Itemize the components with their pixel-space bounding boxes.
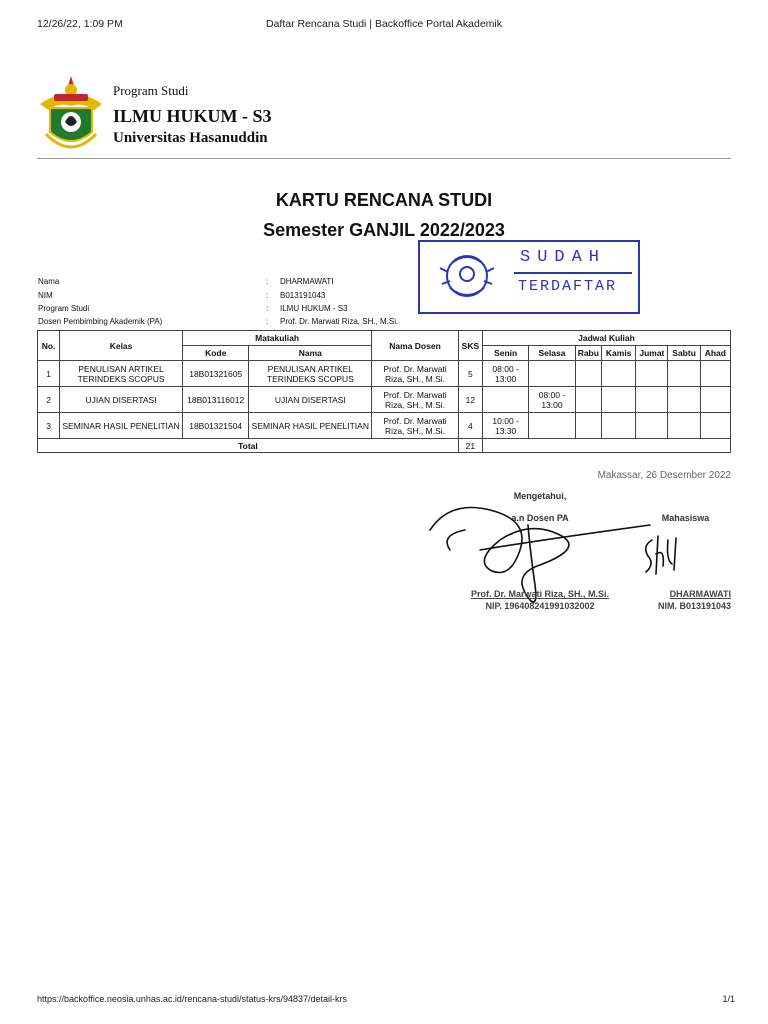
info-value-nim: B013191043 <box>280 291 326 300</box>
table-row <box>38 361 731 387</box>
info-sep: : <box>266 304 269 313</box>
cell-no: 1 <box>38 361 60 387</box>
cell-day: 08:00 - 13:00 <box>482 361 528 387</box>
total-sks: 21 <box>458 439 482 453</box>
total-label: Total <box>38 439 459 453</box>
print-page-title: Daftar Rencana Studi | Backoffice Portal Akademik <box>266 18 502 30</box>
info-label-nim: NIM <box>38 291 53 300</box>
semester-title: Semester GANJIL 2022/2023 <box>263 220 505 240</box>
cell-sks: 5 <box>458 361 482 387</box>
cell-kelas: UJIAN DISERTASI <box>60 387 183 413</box>
program-name: ILMU HUKUM - S3 <box>113 106 272 126</box>
cell-kode: 18B013116012 <box>182 387 248 413</box>
cell-day <box>636 413 668 439</box>
program-label: Program Studi <box>113 83 189 98</box>
student-nim: NIM. B013191043 <box>657 601 731 611</box>
cell-day <box>482 387 528 413</box>
dosen-nip: NIP. 196408241991032002 <box>485 601 595 611</box>
info-value-nama: DHARMAWATI <box>280 277 334 286</box>
cell-day <box>575 413 601 439</box>
dosen-name: Prof. Dr. Marwati Riza, SH., M.Si. <box>470 589 610 599</box>
header-nama: Nama <box>249 346 372 361</box>
header-dosen: Nama Dosen <box>372 331 459 361</box>
cell-kelas: PENULISAN ARTIKEL TERINDEKS SCOPUS <box>60 361 183 387</box>
total-empty <box>482 439 730 453</box>
student-name: DHARMAWATI <box>669 589 731 599</box>
header-day: Rabu <box>575 346 601 361</box>
cell-day <box>575 387 601 413</box>
table-row <box>38 387 731 413</box>
cell-day <box>602 387 636 413</box>
header-jadwal: Jadwal Kuliah <box>482 331 730 346</box>
cell-day <box>529 361 575 387</box>
an-dosen-label: a.n Dosen PA <box>511 513 569 523</box>
cell-day <box>636 361 668 387</box>
header-day: Kamis <box>602 346 636 361</box>
header-divider <box>37 158 731 159</box>
cell-day <box>575 361 601 387</box>
print-page-count: 1/1 <box>722 994 735 1004</box>
mahasiswa-label: Mahasiswa <box>661 513 710 523</box>
stamp-text-1: SUDAH <box>520 248 607 267</box>
cell-day <box>700 413 730 439</box>
header-day: Selasa <box>529 346 575 361</box>
header-day: Jumat <box>636 346 668 361</box>
header-day: Senin <box>482 346 528 361</box>
cell-kode: 18B01321504 <box>182 413 248 439</box>
header-matakuliah: Matakuliah <box>182 331 371 346</box>
info-label-prodi: Program Studi <box>38 304 90 313</box>
cell-kelas: SEMINAR HASIL PENELITIAN <box>60 413 183 439</box>
cell-day <box>668 361 700 387</box>
university-logo <box>36 70 106 156</box>
cell-nama: UJIAN DISERTASI <box>249 387 372 413</box>
header-kelas: Kelas <box>60 331 183 361</box>
header-day: Ahad <box>700 346 730 361</box>
info-label-nama: Nama <box>38 277 60 286</box>
header-sks: SKS <box>458 331 482 361</box>
krs-table <box>37 330 731 453</box>
print-datetime: 12/26/22, 1:09 PM <box>37 18 123 30</box>
registered-stamp <box>418 240 640 314</box>
cell-sks: 12 <box>458 387 482 413</box>
header-kode: Kode <box>182 346 248 361</box>
info-label-dosen-pa: Dosen Pembimbing Akademik (PA) <box>38 317 163 326</box>
info-sep: : <box>266 291 269 300</box>
cell-day: 08:00 - 13:00 <box>529 387 575 413</box>
table-row <box>38 413 731 439</box>
cell-no: 3 <box>38 413 60 439</box>
total-row <box>38 439 731 453</box>
place-date: Makassar, 26 Desember 2022 <box>597 470 731 481</box>
print-url: https://backoffice.neosia.unhas.ac.id/rencana-studi/status-krs/94837/detail-krs <box>37 994 348 1004</box>
cell-no: 2 <box>38 387 60 413</box>
info-value-prodi: ILMU HUKUM - S3 <box>280 304 348 313</box>
info-sep: : <box>266 277 269 286</box>
stamp-text-2: TERDAFTAR <box>518 278 618 295</box>
cell-day <box>700 361 730 387</box>
cell-dosen: Prof. Dr. Marwati Riza, SH., M.Si. <box>372 413 459 439</box>
cell-day <box>700 387 730 413</box>
header-day: Sabtu <box>668 346 700 361</box>
info-value-dosen-pa: Prof. Dr. Marwati Riza, SH., M.Si. <box>280 317 399 326</box>
mengetahui-label: Mengetahui, <box>513 491 567 501</box>
cell-kode: 18B01321605 <box>182 361 248 387</box>
cell-day <box>668 387 700 413</box>
cell-day <box>636 387 668 413</box>
cell-dosen: Prof. Dr. Marwati Riza, SH., M.Si. <box>372 387 459 413</box>
info-sep: : <box>266 317 269 326</box>
university-name: Universitas Hasanuddin <box>113 130 268 146</box>
cell-day <box>668 413 700 439</box>
cell-dosen: Prof. Dr. Marwati Riza, SH., M.Si. <box>372 361 459 387</box>
stamp-emblem-icon <box>428 248 506 304</box>
cell-day: 10:00 - 13:30 <box>482 413 528 439</box>
cell-nama: SEMINAR HASIL PENELITIAN <box>249 413 372 439</box>
header-no: No. <box>38 331 60 361</box>
cell-sks: 4 <box>458 413 482 439</box>
cell-day <box>602 361 636 387</box>
cell-day <box>529 413 575 439</box>
document-title: KARTU RENCANA STUDI <box>275 190 493 210</box>
cell-day <box>602 413 636 439</box>
cell-nama: PENULISAN ARTIKEL TERINDEKS SCOPUS <box>249 361 372 387</box>
